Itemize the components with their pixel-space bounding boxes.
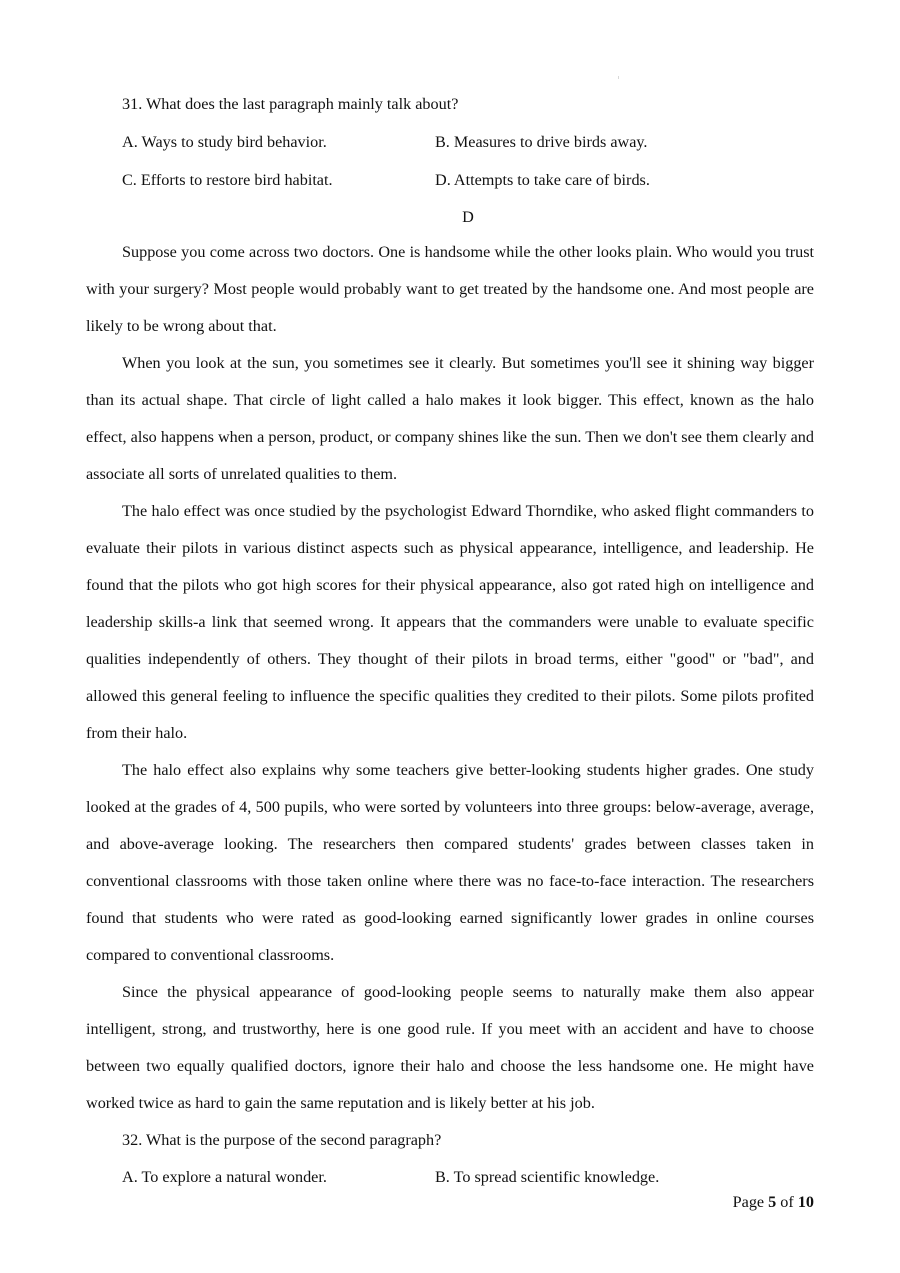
section-letter: D: [462, 208, 474, 226]
footer-of-word: of: [776, 1193, 798, 1211]
passage-paragraph-1: Suppose you come across two doctors. One is handsome while the other looks plain. Who would you trust with your surgery? Most people would probably want to get treated by the handsome one. And most people are likely to be wrong about that.: [86, 243, 814, 335]
q31-option-b: B. Measures to drive birds away.: [435, 133, 648, 151]
q31-option-d: D. Attempts to take care of birds.: [435, 171, 650, 189]
passage-paragraph-5: Since the physical appearance of good-looking people seems to naturally make them also appear intelligent, strong, and trustworthy, here is one good rule. If you meet with an accident and have to choose between two equally qualified doctors, ignore their halo and choose the less handsome one. He might have worked twice as hard to gain the same reputation and is likely better at his job.: [86, 983, 814, 1112]
q32-option-a: A. To explore a natural wonder.: [122, 1168, 327, 1186]
passage-paragraph-3: The halo effect was once studied by the psychologist Edward Thorndike, who asked flight commanders to evaluate their pilots in various distinct aspects such as physical appearance, intelligence, and leadership. He found that the pilots who got high scores for their physical appearance, also got rated high on intelligence and leadership skills-a link that seemed wrong. It appears that the commanders were unable to evaluate specific qualities independently of others. They thought of their pilots in broad terms, either "good" or "bad", and allowed this general feeling to influence the specific qualities they credited to their pilots. Some pilots profited from their halo.: [86, 502, 814, 742]
q31-option-c: C. Efforts to restore bird habitat.: [122, 171, 333, 189]
passage-d: [86, 234, 814, 1122]
footer-total-pages: 10: [797, 1193, 814, 1211]
footer-page-number: 5: [768, 1193, 777, 1211]
q31-option-a: A. Ways to study bird behavior.: [122, 133, 327, 151]
footer-page-word: Page: [732, 1193, 769, 1211]
scan-mark: [618, 76, 619, 79]
q32-option-b: B. To spread scientific knowledge.: [435, 1168, 660, 1186]
passage-paragraph-2: When you look at the sun, you sometimes see it clearly. But sometimes you'll see it shining way bigger than its actual shape. That circle of light called a halo makes it look bigger. This effect, known as the halo effect, also happens when a person, product, or company shines like the sun. Then we don't see them clearly and associate all sorts of unrelated qualities to them.: [86, 354, 814, 483]
page-footer: [733, 1192, 814, 1212]
passage-paragraph-4: The halo effect also explains why some teachers give better-looking students higher grades. One study looked at the grades of 4, 500 pupils, who were sorted by volunteers into three groups: below-average, average, and above-average looking. The researchers then compared students' grades between classes taken in conventional classrooms with those taken online where there was no face-to-face interaction. The researchers found that students who were rated as good-looking earned significantly lower grades in online courses compared to conventional classrooms.: [86, 761, 814, 964]
question-32: 32. What is the purpose of the second paragraph?: [122, 1131, 442, 1149]
question-31: 31. What does the last paragraph mainly talk about?: [122, 95, 459, 113]
